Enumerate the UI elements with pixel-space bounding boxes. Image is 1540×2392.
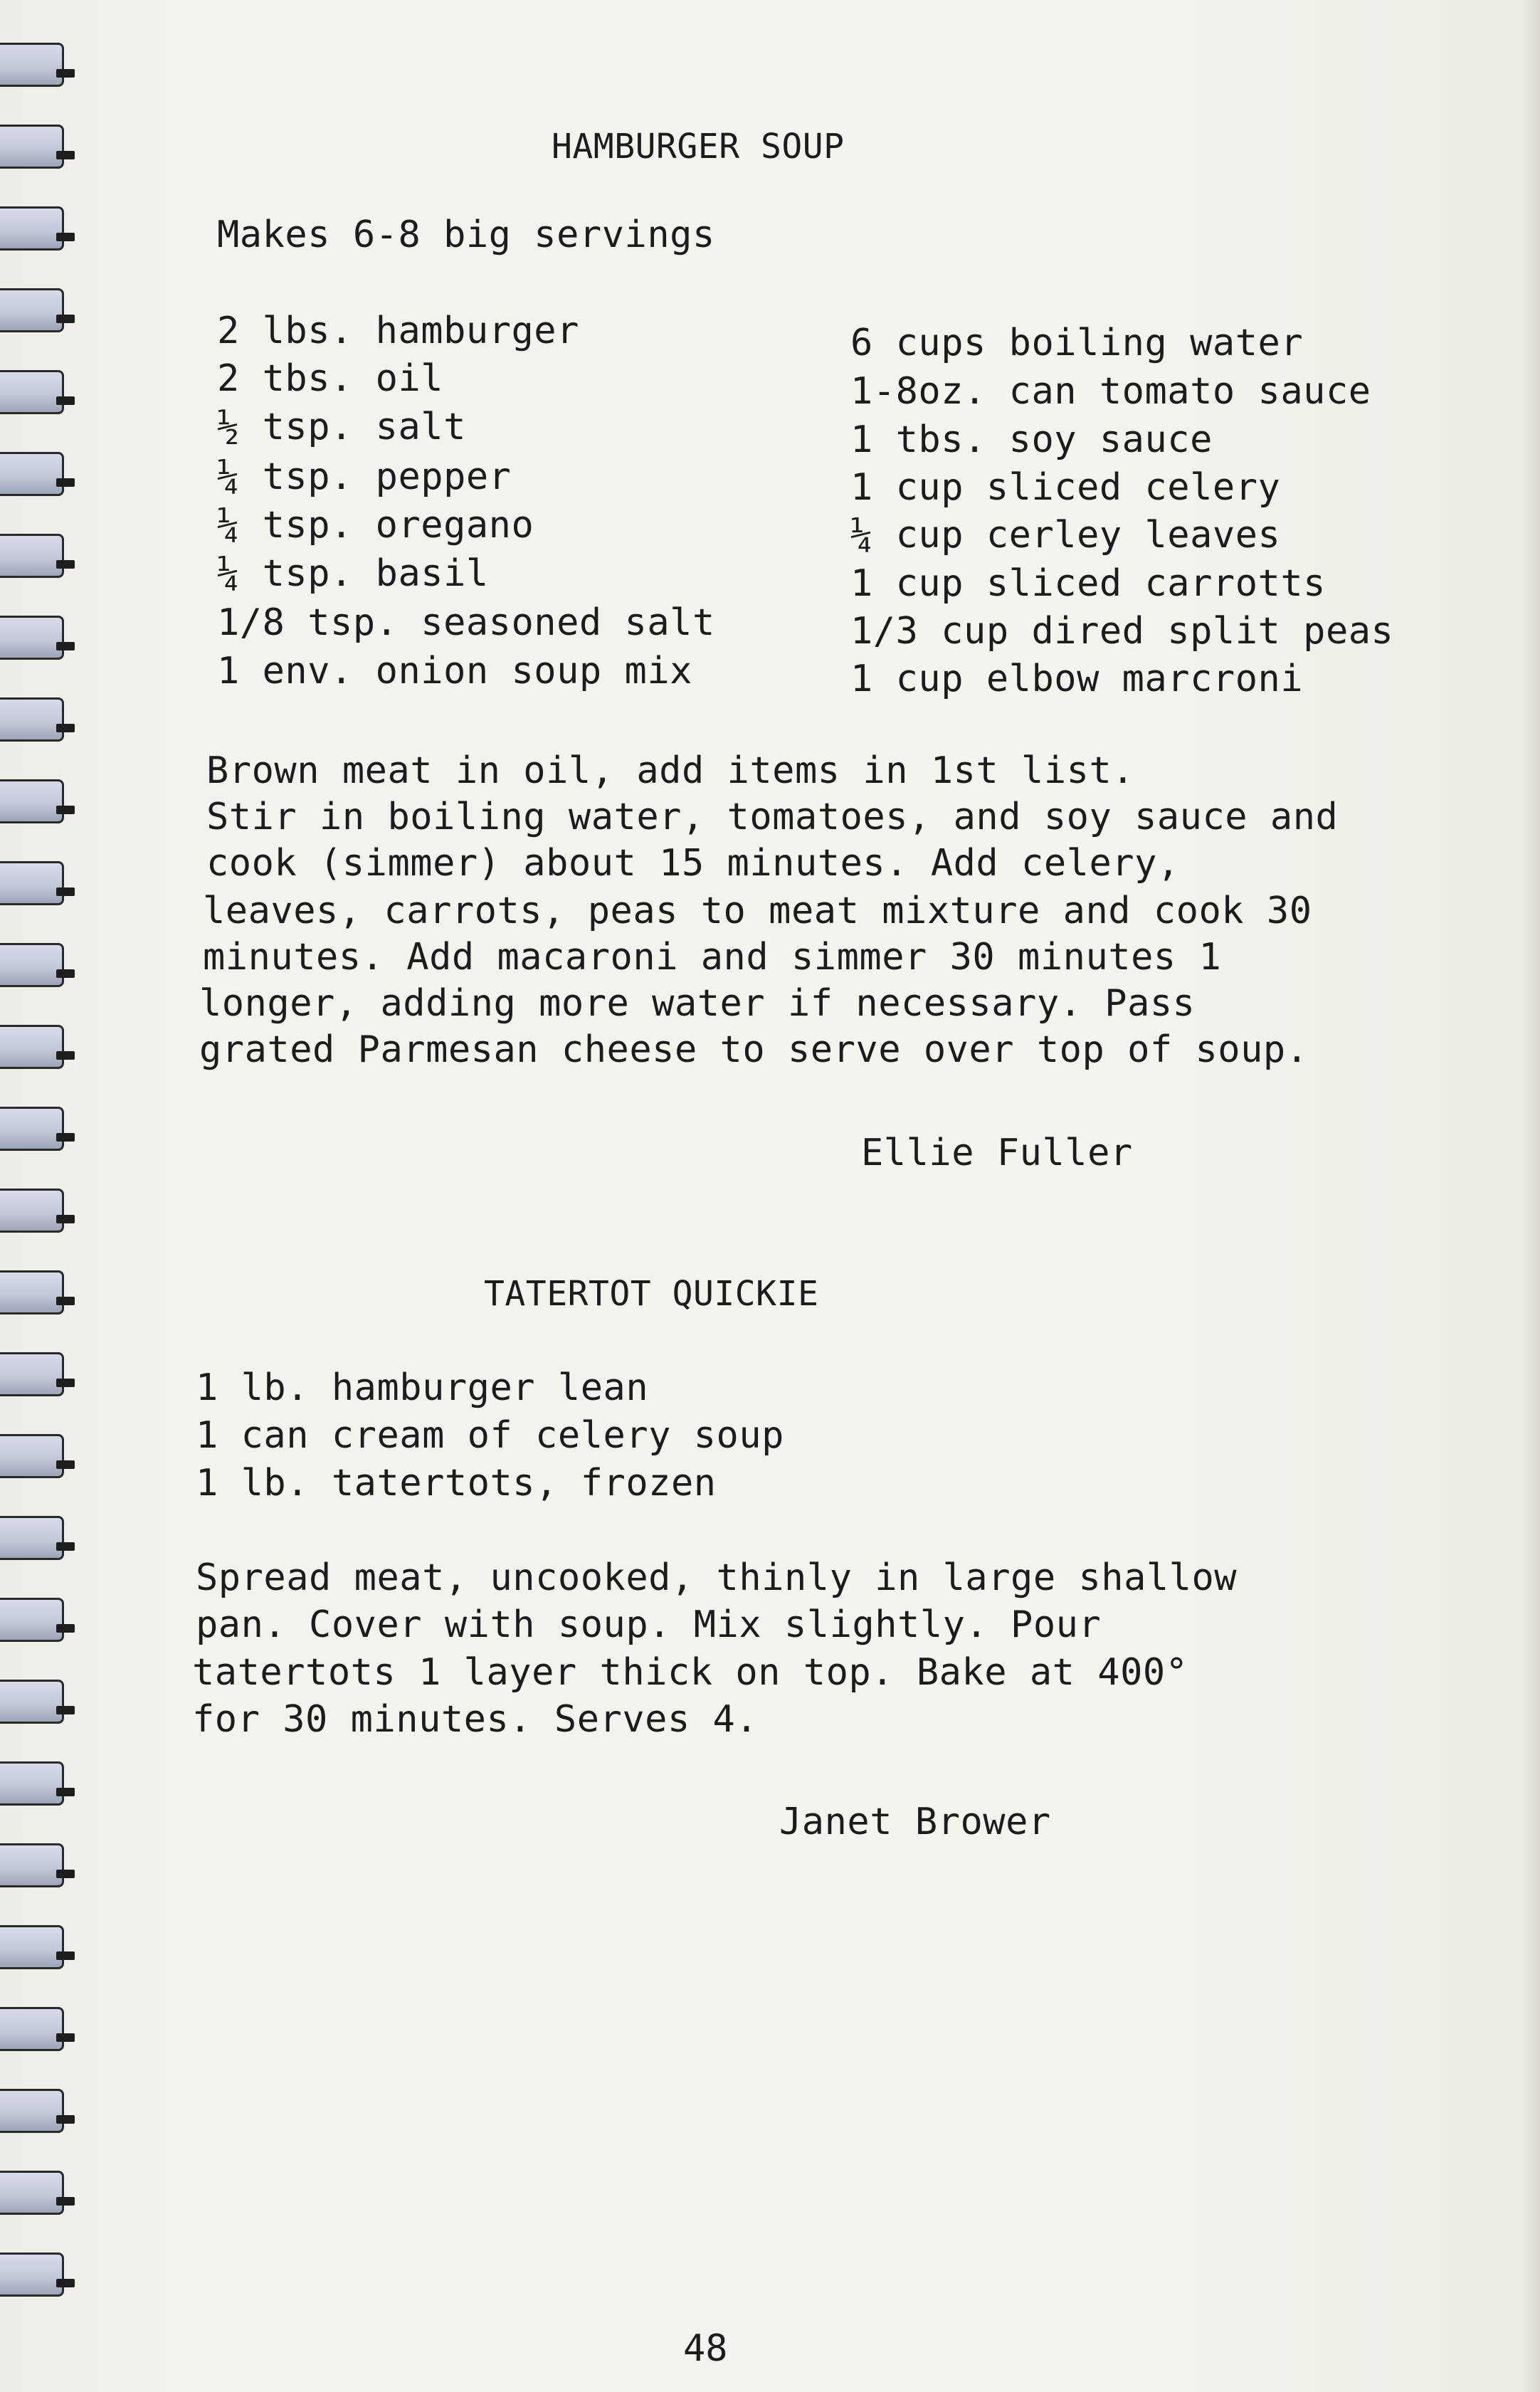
recipe-author: Janet Brower <box>779 1801 1051 1843</box>
ingredient-item: 1 cup sliced carrotts <box>850 562 1326 605</box>
binding-ring <box>0 2007 64 2051</box>
recipe-title: HAMBURGER SOUP <box>552 127 845 167</box>
binding-ring <box>0 779 64 823</box>
directions-line: minutes. Add macaroni and simmer 30 minutes 1 <box>203 936 1222 979</box>
binding-ring <box>0 1761 64 1806</box>
binding-ring <box>0 1352 64 1396</box>
binding-ring <box>0 288 64 332</box>
ingredient-item: ¼ cup cerley leaves <box>850 514 1281 557</box>
ingredient-item: 1/8 tsp. seasoned salt <box>217 601 715 644</box>
binding-ring <box>0 697 64 742</box>
ingredient-item: ¼ tsp. oregano <box>217 504 534 547</box>
binding-ring <box>0 1925 64 1969</box>
binding-ring <box>0 1516 64 1560</box>
directions-line: Stir in boiling water, tomatoes, and soy sauce and <box>206 796 1339 838</box>
spiral-binding <box>0 0 68 2392</box>
binding-ring <box>0 1843 64 1887</box>
page-edge-shadow <box>1521 0 1540 2392</box>
recipe-author: Ellie Fuller <box>861 1132 1133 1174</box>
ingredient-item: 1 env. onion soup mix <box>217 650 692 692</box>
directions-line: longer, adding more water if necessary. Pass <box>199 982 1196 1025</box>
ingredient-item: 1/3 cup dired split peas <box>850 610 1394 653</box>
ingredient-item: ¼ tsp. pepper <box>217 455 512 498</box>
binding-ring <box>0 2253 64 2297</box>
ingredient-item: 1 cup elbow marcroni <box>850 658 1304 700</box>
ingredient-item: 1 can cream of celery soup <box>196 1414 784 1457</box>
binding-ring <box>0 125 64 169</box>
directions-line: for 30 minutes. Serves 4. <box>192 1698 759 1741</box>
binding-ring <box>0 370 64 414</box>
binding-ring <box>0 616 64 660</box>
binding-ring <box>0 1025 64 1069</box>
directions-line: cook (simmer) about 15 minutes. Add celery, <box>206 842 1180 885</box>
recipe-yield: Makes 6-8 big servings <box>217 214 715 256</box>
binding-ring <box>0 452 64 496</box>
page-number: 48 <box>683 2327 728 2370</box>
binding-ring <box>0 534 64 578</box>
binding-ring <box>0 861 64 905</box>
binding-ring <box>0 43 64 87</box>
directions-line: Brown meat in oil, add items in 1st list. <box>206 749 1135 792</box>
ingredient-item: 6 cups boiling water <box>850 322 1304 364</box>
directions-line: pan. Cover with soup. Mix slightly. Pour <box>196 1603 1102 1646</box>
ingredient-item: 1 lb. hamburger lean <box>196 1366 649 1409</box>
directions-line: tatertots 1 layer thick on top. Bake at 400° <box>192 1651 1188 1694</box>
binding-ring <box>0 1680 64 1724</box>
binding-ring <box>0 1189 64 1233</box>
binding-ring <box>0 1270 64 1314</box>
binding-ring <box>0 2089 64 2133</box>
ingredient-item: ½ tsp. salt <box>217 406 466 448</box>
binding-ring <box>0 943 64 987</box>
ingredient-item: 2 lbs. hamburger <box>217 310 579 352</box>
recipe-title: TATERTOT QUICKIE <box>484 1274 819 1314</box>
binding-ring <box>0 1434 64 1478</box>
ingredient-item: 1 cup sliced celery <box>850 466 1281 509</box>
ingredient-item: ¼ tsp. basil <box>217 552 489 595</box>
directions-line: grated Parmesan cheese to serve over top of soup. <box>199 1028 1309 1071</box>
ingredient-item: 2 tbs. oil <box>217 357 444 400</box>
directions-line: leaves, carrots, peas to meat mixture and cook 30 <box>203 890 1312 932</box>
ingredient-item: 1-8oz. can tomato sauce <box>850 370 1371 413</box>
binding-ring <box>0 1107 64 1151</box>
binding-ring <box>0 206 64 251</box>
directions-line: Spread meat, uncooked, thinly in large shallow <box>196 1556 1238 1599</box>
ingredient-item: 1 tbs. soy sauce <box>850 418 1213 461</box>
binding-ring <box>0 2171 64 2215</box>
ingredient-item: 1 lb. tatertots, frozen <box>196 1462 717 1505</box>
binding-ring <box>0 1598 64 1642</box>
